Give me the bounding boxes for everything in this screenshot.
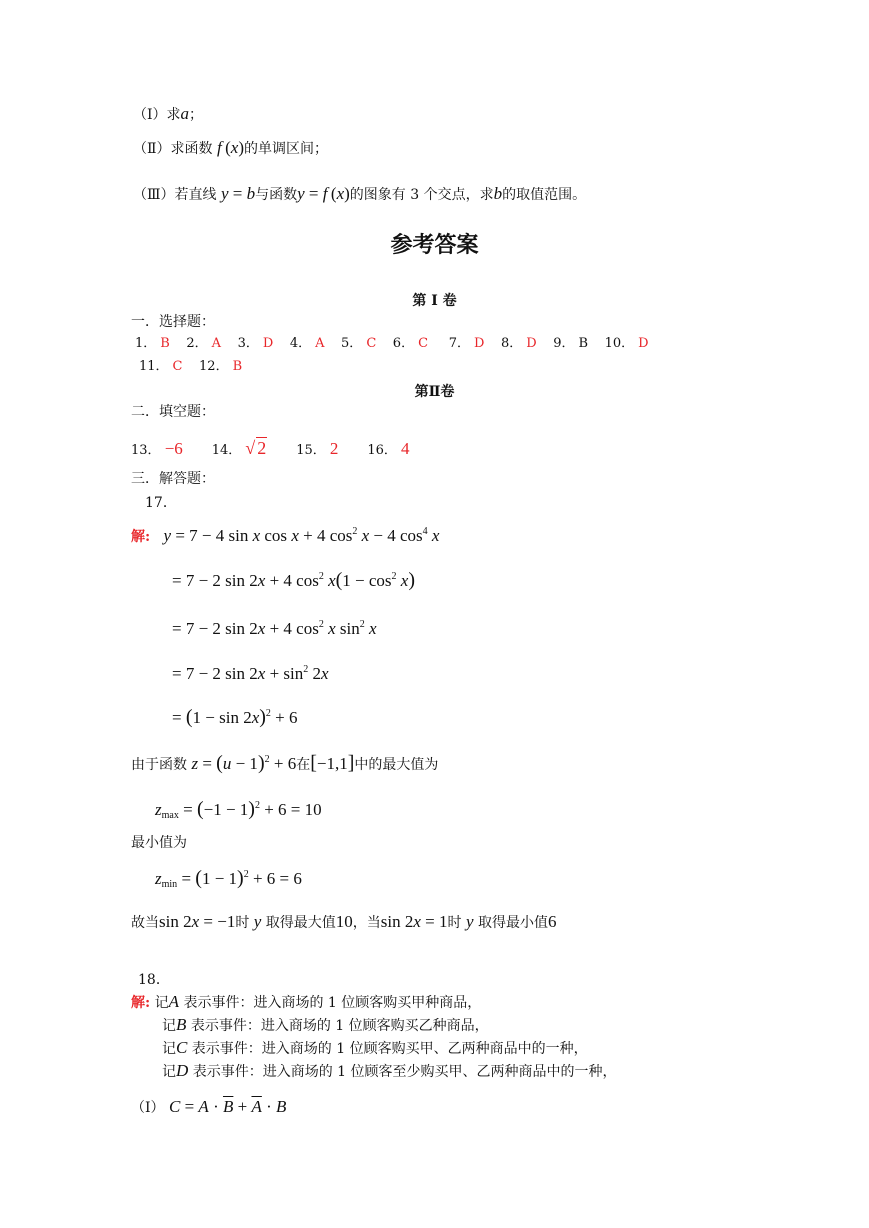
choice-9: 9． B <box>553 336 589 351</box>
choice-3: 3． D <box>237 336 274 351</box>
p18-event-d: 记D 表示事件：进入商场的 1 位顾客至少购买甲、乙两种商品中的一种， <box>162 1061 617 1080</box>
p17-step-1: 解: y = 7 − 4 sin x cos x + 4 $\cos^2 x - 4$ $\cos^4 x$ <box>131 526 440 545</box>
volume-1-heading: 第 I 卷 <box>412 293 457 309</box>
choice-12: 12． B <box>199 359 243 374</box>
choice-4: 4． A <box>289 336 325 351</box>
choice-10: 10． D <box>604 336 649 351</box>
problem-18-number: 18． <box>138 972 170 988</box>
question-2: （Ⅱ）求函数 f (x)的单调区间； <box>133 138 328 157</box>
p17-zmax: $z_{max} = (-1 - 1)^2 + 6 = 10$ <box>155 798 322 821</box>
section-fill-heading: 二．填空题： <box>131 404 215 420</box>
p17-step-4: = 7 − 2 $\sin 2x + \sin^2 2x$ <box>172 664 329 683</box>
p18-event-c: 记C 表示事件：进入商场的 1 位顾客购买甲、乙两种商品中的一种， <box>162 1038 588 1057</box>
choice-5: 5． C <box>341 336 377 351</box>
question-1: （Ⅰ）求a； <box>133 104 204 123</box>
volume-2-heading: 第Ⅱ卷 <box>414 384 455 400</box>
fill-15: 15． 2 <box>296 439 339 458</box>
choice-answers-row1 <box>135 334 649 354</box>
choice-2: 2． A <box>186 336 222 351</box>
fill-13: 13． −6 <box>131 439 183 458</box>
p18-part-1: （Ⅰ） $C = A \cdot \overline{B} + \overline{A} \cdot B$ <box>131 1097 287 1116</box>
fill-16: 16． 4 <box>367 439 410 458</box>
p17-conclusion: 故当sin 2x = −1时 y 取得最大值10，当sin 2x = 1时 y 取得最小值6 <box>131 912 557 931</box>
p17-zmin: $z_{min} = (1 - 1)^2 + 6 = 6$ <box>155 867 302 890</box>
answer-title: 参考答案 <box>390 232 479 258</box>
p17-step-5: = $(1 - \sin 2x)^2 + 6$ <box>172 706 298 728</box>
p17-min-label: 最小值为 <box>131 835 187 851</box>
problem-17-number: 17． <box>145 495 177 511</box>
choice-11: 11． C <box>139 359 183 374</box>
choice-8: 8． D <box>500 336 537 351</box>
question-3: （Ⅲ）若直线 y = b与函数y = f (x)的图象有 3 个交点，求b的取值范围。 <box>133 184 587 203</box>
p17-step-2: = 7 − 2 sin 2x + 4 $\cos^2 x(1 - \cos^2 x)$ <box>172 569 415 591</box>
choice-7: 7． D <box>448 336 485 351</box>
choice-6: 6． C <box>392 336 429 351</box>
p18-event-b: 记B 表示事件：进入商场的 1 位顾客购买乙种商品， <box>162 1015 489 1034</box>
section-choice-heading: 一．选择题： <box>131 314 215 330</box>
fill-answers-row <box>131 437 410 461</box>
fill-14: 14． √ 2 <box>211 438 267 458</box>
choice-1: 1． B <box>135 336 170 351</box>
p18-event-a: 解: 记A 表示事件：进入商场的 1 位顾客购买甲种商品， <box>131 992 482 1011</box>
section-solve-heading: 三．解答题： <box>131 471 215 487</box>
choice-answers-row2 <box>139 357 242 377</box>
p17-max-text: 由于函数 $z = (u - 1)^2 + 6$在[−1,1]中的最大值为 <box>131 752 439 774</box>
p17-step-3: = 7 − 2 sin 2x + 4 $\cos^2 x$ $\sin^2 x$ <box>172 619 377 638</box>
